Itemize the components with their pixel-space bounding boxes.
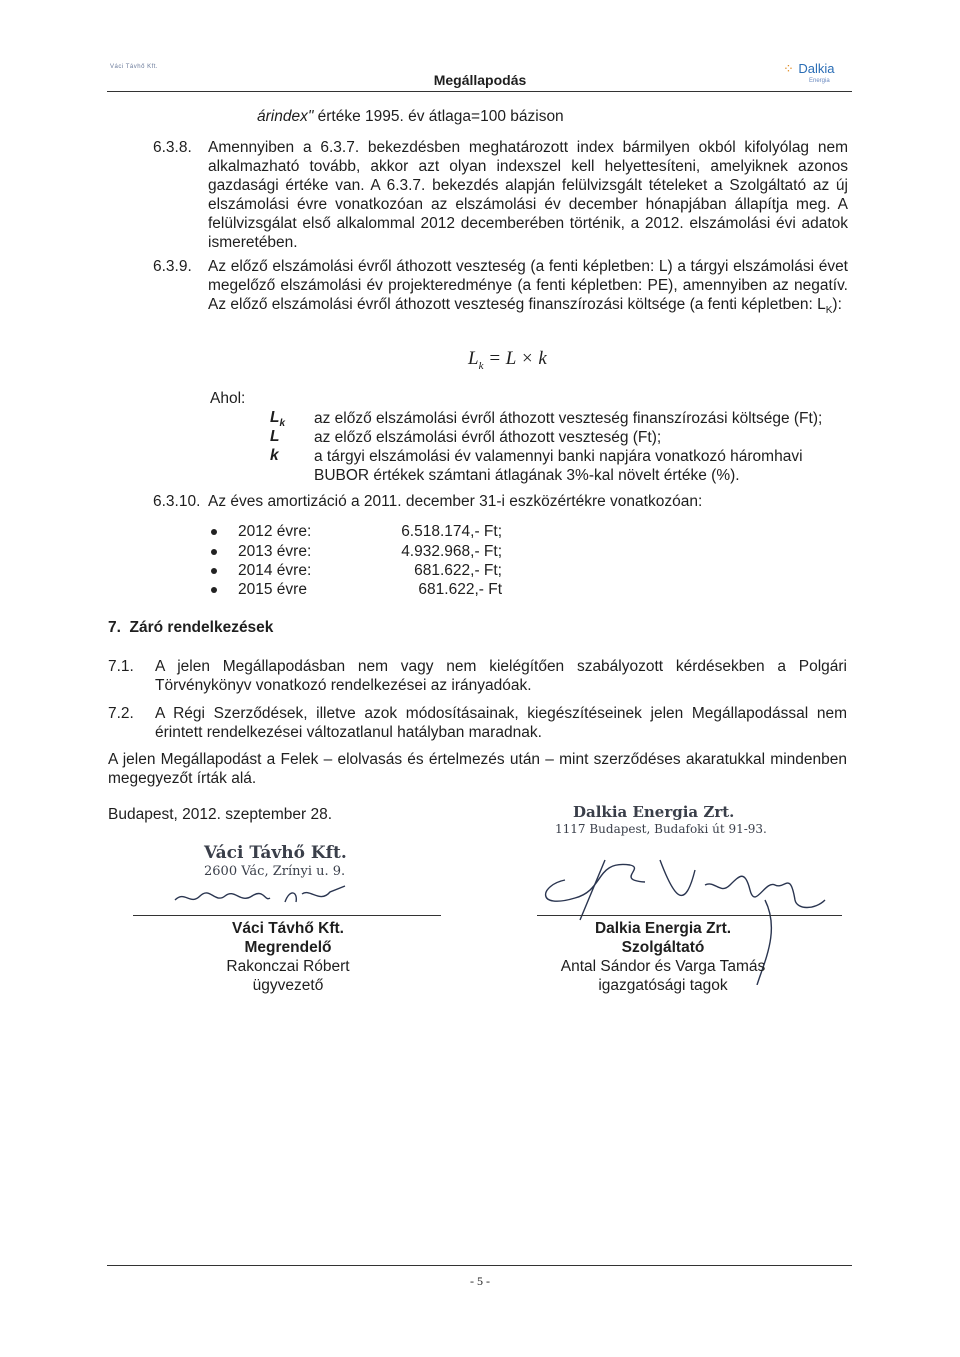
- amort-amount: 4.932.968,- Ft;: [401, 543, 502, 560]
- bullet-icon: [211, 549, 217, 555]
- section-number: 6.3.10.: [153, 493, 201, 510]
- stamp-left-line2: 2600 Vác, Zrínyi u. 9.: [204, 864, 346, 879]
- section-number: 6.3.9.: [153, 258, 192, 275]
- stamp-left-line1: Váci Távhő Kft.: [204, 843, 347, 863]
- footer-rule: [107, 1265, 852, 1266]
- definition-k: a tárgyi elszámolási év valamennyi banki napjára vonatkozó háromhavi BUBOR értékek számtani átlagának 3%-kal növelt értéke (%).: [314, 448, 803, 484]
- intro-line: árindex" értéke 1995. év átlaga=100 bázison: [257, 108, 564, 125]
- amort-year: 2014 évre:: [238, 562, 312, 579]
- page-header-title: Megállapodás: [433, 72, 527, 88]
- signature-line-left: [133, 915, 441, 916]
- stamp-right-line2: 1117 Budapest, Budafoki út 91-93.: [555, 822, 767, 836]
- dalkia-dots-icon: ⁘: [783, 61, 794, 76]
- amort-year: 2013 évre:: [238, 543, 312, 560]
- signatory-right-name: Antal Sándor és Varga Tamás: [560, 958, 766, 975]
- signatory-right-company: Dalkia Energia Zrt.: [594, 920, 732, 937]
- amort-year: 2015 évre: [238, 581, 307, 598]
- symbol-l: L: [270, 428, 280, 445]
- symbol-k: k: [270, 447, 279, 464]
- place-date: Budapest, 2012. szeptember 28.: [108, 806, 333, 823]
- signatory-right-role: Szolgáltató: [621, 939, 705, 956]
- paragraph-6-3-9: Az előző elszámolási évről áthozott veszteség (a fenti képletben: L) a tárgyi elszámolási évet megelőző elszámolási év projekteredménye (a fenti képletben: PE), amennyiben az negatív. Az előző elszámolási évről áthozott veszteség finanszírozási költsége (a fenti képletben: $L_K$):: [208, 258, 848, 317]
- signatory-left-company: Váci Távhő Kft.: [232, 920, 344, 937]
- definition-lk: az előző elszámolási évről áthozott veszteség finanszírozási költsége (Ft);: [314, 410, 823, 427]
- symbol-lk: $L_k$: [270, 409, 286, 430]
- paragraph-6-3-10: Az éves amortizáció a 2011. december 31-i eszközértékre vonatkozóan:: [208, 493, 703, 510]
- section-number: 6.3.8.: [153, 139, 192, 156]
- signature-left: [170, 878, 370, 914]
- section-7-heading: 7. Záró rendelkezések: [108, 619, 274, 636]
- paragraph-7-2: A Régi Szerződések, illetve azok módosításainak, kiegészítéseinek jelen Megállapodással nem érintett rendelkezései változatlanul hatályban maradnak.: [155, 705, 847, 741]
- bullet-icon: [211, 587, 217, 593]
- definition-l: az előző elszámolási évről áthozott veszteség (Ft);: [314, 429, 662, 446]
- header-rule: [107, 91, 852, 92]
- formula: $L_k = L \times k$: [468, 348, 547, 372]
- amort-amount: 681.622,- Ft;: [414, 562, 502, 579]
- closing-paragraph: A jelen Megállapodást a Felek – elolvasás és értelmezés után – mint szerződéses akaratukkal mindenben megegyezőt írták alá.: [108, 751, 847, 787]
- signatory-left: [188, 919, 388, 995]
- amort-year: 2012 évre:: [238, 523, 312, 540]
- signature-line-right: [537, 915, 842, 916]
- vaci-tavho-logo: Váci Távhő Kft.: [110, 64, 159, 70]
- signatory-left-role: Megrendelő: [244, 939, 332, 956]
- signatory-right: [533, 919, 793, 995]
- page-number: - 5 -: [470, 1274, 490, 1288]
- signatory-left-title: ügyvezető: [252, 977, 324, 994]
- signatory-left-name: Rakonczai Róbert: [226, 958, 350, 975]
- paragraph-6-3-8: Amennyiben a 6.3.7. bekezdésben meghatározott index bármilyen okból kifolyólag nem alkalmazható tovább, akkor azt olyan indexszel kell helyettesíteni, amelyiknek azonos gazdasági értéke van. A 6.3.7. bekezdés alapján felülvizsgált tételeket a Szolgáltató az új elszámolási évre vonatkozóan az elszámolási év december hónapjában állapítja meg. A felülvizsgálat első alkalommal 2012 decemberében történik, a 2012. elszámolási évi adatok ismeretében.: [208, 139, 848, 251]
- signatory-right-title: igazgatósági tagok: [598, 977, 728, 994]
- paragraph-7-1: A jelen Megállapodásban nem vagy nem kielégítően szabályozott kérdésekben a Polgári Törvénykönyv vonatkozó rendelkezései az irányadóak.: [155, 658, 847, 694]
- bullet-icon: [211, 529, 217, 535]
- ahol-label: Ahol:: [210, 390, 246, 407]
- amort-amount: 681.622,- Ft: [418, 581, 502, 598]
- stamp-right-line1: Dalkia Energia Zrt.: [573, 803, 735, 821]
- dalkia-logo: ⁘ Dalkia Energia: [783, 61, 835, 84]
- section-number: 7.1.: [108, 658, 134, 675]
- section-number: 7.2.: [108, 705, 134, 722]
- amort-amount: 6.518.174,- Ft;: [401, 523, 502, 540]
- bullet-icon: [211, 568, 217, 574]
